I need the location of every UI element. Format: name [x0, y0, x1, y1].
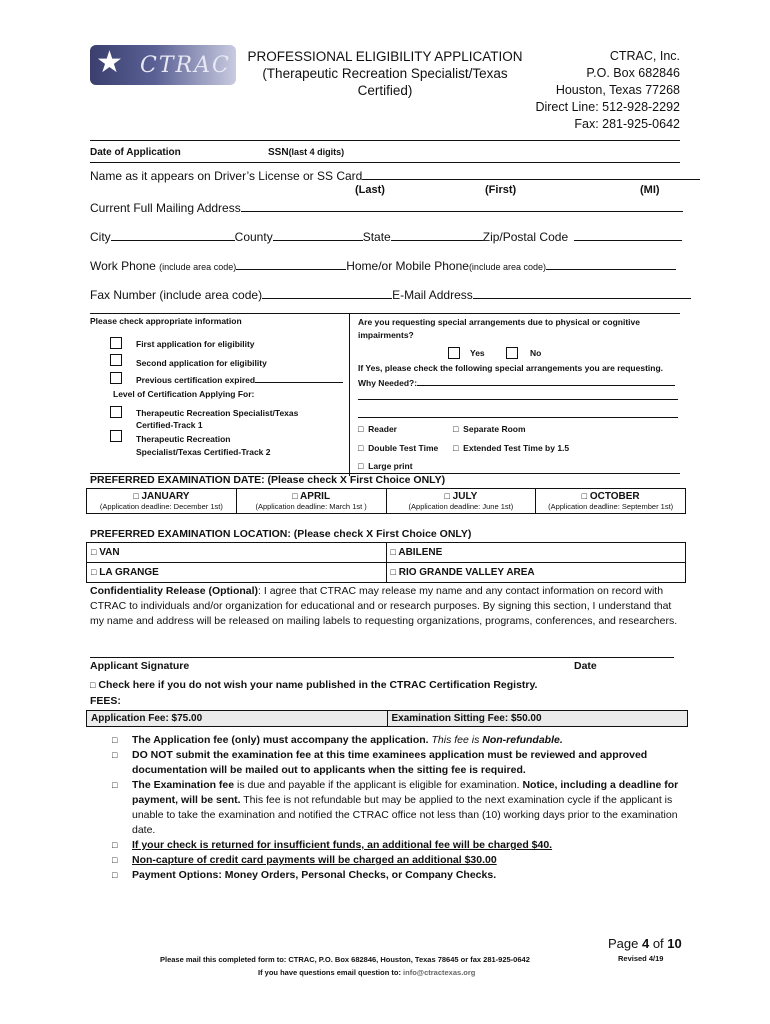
level-heading: Level of Certification Applying For:	[113, 389, 255, 399]
location-rio-grande[interactable]: □ RIO GRANDE VALLEY AREA	[386, 563, 686, 583]
org-city: Houston, Texas 77268	[555, 83, 680, 97]
signature-line[interactable]	[90, 657, 674, 658]
location-la-grange[interactable]: □ LA GRANGE	[87, 563, 387, 583]
org-name: CTRAC, Inc.	[609, 49, 680, 63]
release-title: Confidentiality Release (Optional)	[90, 585, 259, 597]
fax-field[interactable]	[262, 286, 392, 299]
city-field[interactable]	[111, 228, 235, 241]
release-text: : I agree that CTRAC may release my name and any contact information on record with CTRAC to individuals and/or organization for educational and or research purposes. By signing this section, I understand that my name and address will be released on mailing labels to requesting organizations, programs, conferences, and researchers.	[90, 585, 678, 627]
email-label: E-Mail Address	[392, 288, 473, 302]
state-field[interactable]	[391, 228, 483, 241]
column-divider	[349, 313, 350, 476]
state-label: State	[362, 230, 391, 244]
first-app-checkbox[interactable]	[110, 337, 122, 349]
zip-field[interactable]	[574, 228, 682, 241]
date-of-application-label: Date of Application	[90, 147, 181, 158]
org-phone: Direct Line: 512-928-2292	[535, 100, 680, 114]
city-label: City	[90, 230, 111, 244]
why-needed-row	[358, 376, 675, 388]
bullet-6: □ Payment Options: Money Orders, Personal Checks, or Company Checks.	[112, 869, 497, 881]
prev-expired-checkbox[interactable]	[110, 372, 122, 384]
bullet-2: □ DO NOT submit the examination fee at this time examinees application must be reviewed and approved documentation will be mailed out to applicants when the sitting fee is required.	[112, 749, 648, 776]
location-van[interactable]: □ VAN	[87, 543, 387, 563]
prev-expired-row	[136, 373, 343, 385]
track1-checkbox[interactable]	[110, 406, 122, 418]
check-info-heading: Please check appropriate information	[90, 316, 242, 326]
mailing-label: Current Full Mailing Address	[90, 201, 241, 215]
name-label: Name as it appears on Driver’s License or SS Card	[90, 169, 363, 183]
track1-label: Therapeutic Recreation Specialist/Texas Certified-Track 1	[136, 408, 299, 430]
location-abilene[interactable]: □ ABILENE	[386, 543, 686, 563]
bullet-1: □ The Application fee (only) must accompany the application. This fee is Non-refundable.	[112, 734, 563, 746]
logo-text: CTRAC	[140, 53, 231, 78]
mi-label: (MI)	[640, 184, 660, 196]
why-needed-field[interactable]	[417, 376, 675, 386]
org-fax: Fax: 281-925-0642	[574, 117, 680, 131]
last-label: (Last)	[355, 184, 385, 196]
application-fee: Application Fee: $75.00	[87, 711, 388, 727]
bullet-4: □ If your check is returned for insufficient funds, an additional fee will be charged $40.	[112, 839, 553, 851]
home-phone-hint: (include area code)	[468, 262, 546, 272]
email-question: If you have questions email question to: info@ctractexas.org	[258, 968, 476, 977]
mailing-field[interactable]	[241, 199, 683, 212]
why-label: Why Needed?:	[358, 378, 418, 388]
org-pobox: P.O. Box 682846	[586, 66, 680, 80]
extended-time-option[interactable]: □ Extended Test Time by 1.5	[453, 443, 570, 453]
fees-heading: FEES:	[90, 695, 121, 707]
applicant-signature-label: Applicant Signature	[90, 660, 190, 672]
title-line-1: PROFESSIONAL ELIGIBILITY APPLICATION	[247, 49, 523, 64]
why-line-3[interactable]	[358, 417, 678, 418]
work-phone-hint: (include area code)	[159, 262, 237, 272]
email-field[interactable]	[473, 286, 691, 299]
deadline-april: (Application deadline: March 1st )	[255, 502, 367, 511]
mailing-row	[90, 199, 683, 215]
phone-row	[90, 257, 676, 273]
title-line-2: (Therapeutic Recreation Specialist/Texas Certified)	[262, 66, 508, 98]
name-field[interactable]	[362, 167, 700, 180]
org-address	[535, 48, 680, 133]
exam-date-table	[86, 488, 686, 514]
fax-row	[90, 286, 691, 302]
month-april[interactable]: □ APRIL (Application deadline: March 1st )	[236, 489, 386, 514]
confidentiality-release	[90, 584, 680, 629]
separate-room-option[interactable]: □ Separate Room	[453, 424, 526, 434]
deadline-july: (Application deadline: June 1st)	[408, 502, 514, 511]
bullet-3: □ The Examination fee is due and payable if the applicant is eligible for examination. Notice, including a deadline for payment, will be sent. This fee is not refundable but may be applied to the next examination cycle if the applicant is unable to take the examination and notified the CTRAC office not less than (10) working days prior to the examination date.	[112, 779, 679, 836]
prev-expired-field[interactable]	[255, 373, 343, 383]
fees-table	[86, 710, 688, 727]
contact-divider	[90, 313, 680, 314]
page-number: Page 4 of 10	[608, 936, 682, 951]
sitting-fee: Examination Sitting Fee: $50.00	[387, 711, 688, 727]
track2-checkbox[interactable]	[110, 430, 122, 442]
date-label: Date	[574, 660, 597, 672]
special-question: Are you requesting special arrangements due to physical or cognitive impairments?	[358, 317, 640, 340]
deadline-october: (Application deadline: September 1st)	[548, 502, 674, 511]
large-print-option[interactable]: □ Large print	[358, 461, 413, 471]
mail-instructions: Please mail this completed form to: CTRAC, P.O. Box 682846, Houston, Texas 78645 or fax 281-925-0642	[160, 955, 530, 964]
county-label: County	[234, 230, 273, 244]
special-yes-checkbox[interactable]	[448, 347, 460, 359]
zip-label: Zip/Postal Code	[482, 230, 569, 244]
home-phone-field[interactable]	[546, 257, 676, 270]
home-phone-label: Home/or Mobile Phone	[346, 259, 469, 273]
if-yes-text: If Yes, please check the following special arrangements you are requesting.	[358, 363, 664, 373]
first-app-label: First application for eligibility	[136, 339, 255, 349]
track2-label: Therapeutic Recreation Specialist/Texas Certified-Track 2	[136, 434, 271, 457]
date-ssn-line[interactable]	[90, 162, 680, 163]
month-october[interactable]: □ OCTOBER (Application deadline: September 1st)	[536, 489, 686, 514]
exam-location-heading: PREFERRED EXAMINATION LOCATION: (Please check X First Choice ONLY)	[90, 528, 472, 540]
fees-bullets	[112, 733, 680, 883]
city-row	[90, 228, 682, 244]
second-app-checkbox[interactable]	[110, 354, 122, 366]
second-app-label: Second application for eligibility	[136, 358, 267, 368]
month-january[interactable]: □ JANUARY (Application deadline: December 1st)	[87, 489, 237, 514]
work-phone-field[interactable]	[236, 257, 346, 270]
ctrac-logo	[90, 45, 236, 85]
exam-location-table	[86, 542, 686, 583]
month-july[interactable]: □ JULY (Application deadline: June 1st)	[386, 489, 536, 514]
fax-label: Fax Number (include area code)	[90, 288, 263, 302]
star-icon: ★	[96, 46, 123, 79]
first-label: (First)	[485, 184, 517, 196]
form-title	[240, 48, 530, 99]
ssn-label: SSN(last 4 digits)	[268, 147, 345, 158]
double-time-option[interactable]: □ Double Test Time	[358, 443, 439, 453]
reader-option[interactable]: □ Reader	[358, 424, 397, 434]
special-no-checkbox[interactable]	[506, 347, 518, 359]
header-divider	[90, 140, 680, 141]
yes-label: Yes	[470, 348, 485, 358]
deadline-january: (Application deadline: December 1st)	[99, 502, 223, 511]
revised-date: Revised 4/19	[618, 954, 664, 963]
contact-email-link[interactable]: info@ctractexas.org	[403, 968, 476, 977]
name-row	[90, 167, 700, 183]
work-phone-label: Work Phone	[90, 259, 156, 273]
why-line-2[interactable]	[358, 399, 678, 400]
county-field[interactable]	[273, 228, 363, 241]
no-label: No	[530, 348, 542, 358]
registry-opt-out[interactable]: □ Check here if you do not wish your name published in the CTRAC Certification Registry.	[90, 679, 538, 691]
prev-expired-label: Previous certification expired	[136, 375, 256, 385]
bullet-5: □ Non-capture of credit card payments will be charged an additional $30.00	[112, 854, 497, 866]
exam-date-heading: PREFERRED EXAMINATION DATE: (Please check X First Choice ONLY)	[90, 474, 446, 486]
